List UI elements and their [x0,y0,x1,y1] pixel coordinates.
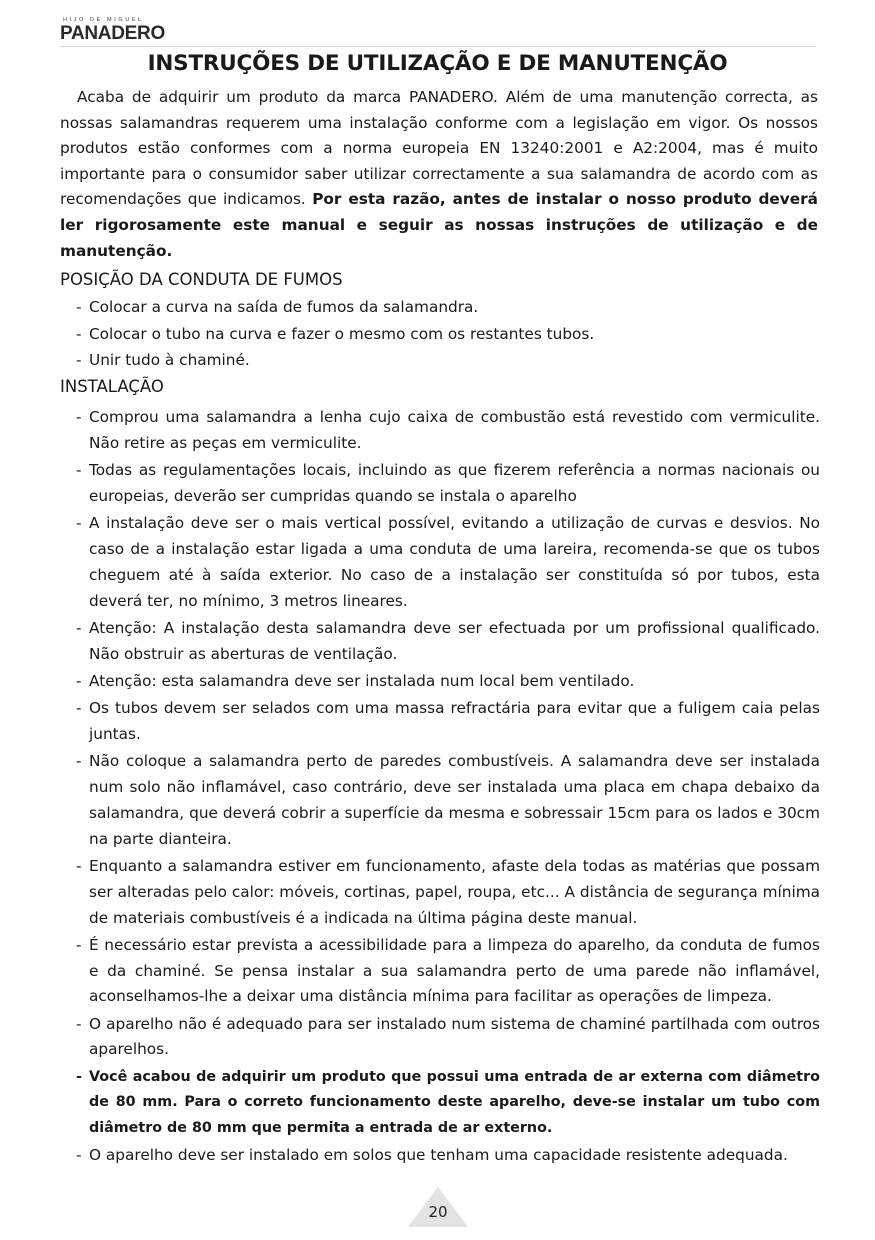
list-item [76,669,820,695]
list-item [76,321,820,348]
page-number-marker [408,1187,468,1229]
list-item-text: Todas as regulamentações locais, incluindo as que fizerem referência a normas nacionais ou europeias, deverão ser cumpridas quando se instala o aparelho [89,461,820,505]
dash: - [76,671,82,690]
dash: - [76,1145,82,1164]
list-item-text: Não coloque a salamandra perto de paredes combustíveis. A salamandra deve ser instalada num solo não inflamável, caso contrário, deve ser instalada uma placa em chapa debaixo da salamandra, que deverá cobrir a superfície da mesma e sobressair 15cm para os lados e 30cm na parte dianteira. [89,751,820,848]
list-item-text: É necessário estar prevista a acessibilidade para a limpeza do aparelho, da conduta de fumos e da chaminé. Se pensa instalar a sua salamandra perto de uma parede não inflamável, aconselhamos-lhe a deixar uma distância mínima para facilitar as operações de limpeza. [89,935,820,1006]
dash: - [76,1014,82,1033]
list-item [76,511,820,615]
dash: - [76,751,82,770]
fumos-list [76,294,820,374]
dash: - [76,1068,82,1085]
list-item-text: Colocar a curva na saída de fumos da salamandra. [89,298,479,316]
dash: - [76,856,82,875]
list-item [76,294,820,321]
list-item [76,1143,820,1169]
list-item-text: Atenção: esta salamandra deve ser instalada num local bem ventilado. [89,671,635,690]
dash: - [76,351,82,369]
logo-wordmark: PANADERO [60,23,165,44]
page-number: 20 [428,1203,448,1221]
list-item-text: Atenção: A instalação desta salamandra deve ser efectuada por um profissional qualificado. Não obstruir as aberturas de ventilação. [89,618,820,663]
list-item-text: Comprou uma salamandra a lenha cujo caixa de combustão está revestido com vermiculite. Não retire as peças em vermiculite. [89,408,820,452]
dash: - [76,408,82,426]
list-item-text: O aparelho não é adequado para ser instalado num sistema de chaminé partilhada com outros aparelhos. [89,1014,820,1059]
list-item [76,405,820,457]
section-heading-fumos: POSIÇÃO DA CONDUTA DE FUMOS [60,270,343,289]
dash: - [76,298,82,316]
list-item-text: A instalação deve ser o mais vertical possível, evitando a utilização de curvas e desvios. No caso de a instalação estar ligada a uma conduta de uma lareira, recomenda-se que os tubos cheguem até à saída exterior. No caso de a instalação ser constituída só por tubos, esta deverá ter, no mínimo, 3 metros lineares. [89,514,820,610]
page-header [60,16,816,46]
list-item [76,458,820,510]
list-item [76,696,820,748]
intro-paragraph [60,85,818,264]
dash: - [76,618,82,637]
list-item-bold [76,1065,820,1142]
list-item [76,749,820,853]
panadero-logo [60,16,170,46]
logo-tagline: HIJO DE MIGUEL [63,17,144,23]
page-title: INSTRUÇÕES DE UTILIZAÇÃO E DE MANUTENÇÃO [147,51,728,76]
list-item-text: Você acabou de adquirir um produto que possui uma entrada de ar externa com diâmetro de 80 mm. Para o correto funcionamento deste aparelho, deve-se instalar um tubo com diâmetro de 80 mm que permita a entrada de ar externo. [89,1068,820,1136]
dash: - [76,461,82,479]
list-item [76,347,820,374]
header-divider [60,46,816,47]
list-item-text: Unir tudo à chaminé. [89,351,250,369]
dash: - [76,324,82,343]
dash: - [76,935,82,954]
list-item [76,1012,820,1064]
list-item-text: Colocar o tubo na curva e fazer o mesmo com os restantes tubos. [89,324,595,343]
dash: - [76,698,82,717]
section-heading-instalacao: INSTALAÇÃO [60,377,164,396]
intro-bold-text: Por esta razão, antes de instalar o nosso produto deverá ler rigorosamente este manual e seguir as nossas instruções de utilização e de manutenção. [60,190,818,260]
list-item [76,616,820,668]
list-item-text: O aparelho deve ser instalado em solos que tenham uma capacidade resistente adequada. [89,1145,788,1164]
dash: - [76,514,82,532]
instalacao-list [76,405,820,1170]
list-item [76,854,820,932]
list-item-text: Os tubos devem ser selados com uma massa refractária para evitar que a fuligem caia pelas juntas. [89,698,820,743]
intro-text: Acaba de adquirir um produto da marca PANADERO. Além de uma manutenção correcta, as nossas salamandras requerem uma instalação conforme com a legislação em vigor. Os nossos produtos estão conformes com a norma europeia EN 13240:2001 e A2:2004, mas é muito importante para o consumidor saber utilizar correctamente a sua salamandra de acordo com as recomendações que indicamos. [60,88,818,209]
list-item [76,933,820,1011]
list-item-text: Enquanto a salamandra estiver em funcionamento, afaste dela todas as matérias que possam ser alteradas pelo calor: móveis, cortinas, papel, roupa, etc... A distância de segurança mínima de materiais combustíveis é a indicada na última página deste manual. [89,856,820,927]
